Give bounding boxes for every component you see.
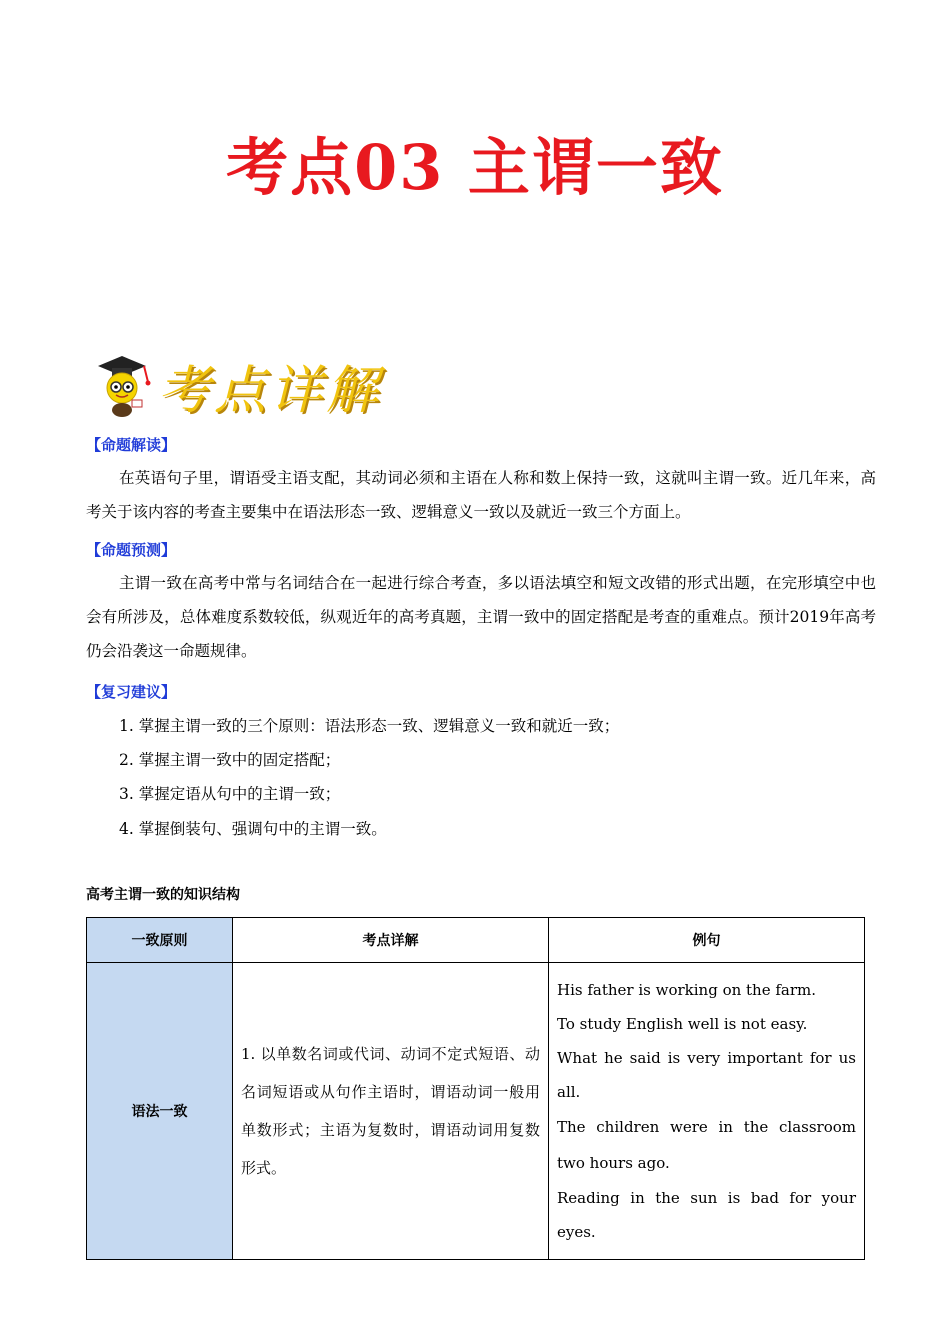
column-header-principle: 一致原则 bbox=[87, 918, 233, 963]
section-heading-interpretation: 【命题解读】 bbox=[86, 436, 177, 454]
section-heading-prediction: 【命题预测】 bbox=[86, 541, 177, 559]
table-header-row bbox=[87, 918, 865, 963]
advice-item: 2. 掌握主谓一致中的固定搭配； bbox=[119, 751, 341, 769]
advice-item: 3. 掌握定语从句中的主谓一致； bbox=[119, 785, 341, 803]
example-sentence: To study English well is not easy. bbox=[557, 1015, 808, 1033]
section-banner bbox=[92, 350, 382, 420]
banner-title: 考点详解 bbox=[158, 360, 383, 421]
example-sentence: The children were in the classroom two hours ago. bbox=[557, 1118, 856, 1172]
column-header-detail: 考点详解 bbox=[233, 918, 549, 963]
table-caption: 高考主谓一致的知识结构 bbox=[86, 887, 240, 903]
section-heading-advice: 【复习建议】 bbox=[86, 683, 177, 701]
detail-cell: 1. 以单数名词或代词、动词不定式短语、动名词短语或从句作主语时，谓语动词一般用单数形式；主语为复数时，谓语动词用复数形式。 bbox=[233, 963, 549, 1260]
section-paragraph-interpretation: 在英语句子里，谓语受主语支配，其动词必须和主语在人称和数上保持一致，这就叫主谓一致。近几年来，高考关于该内容的考查主要集中在语法形态一致、逻辑意义一致以及就近一致三个方面上。 bbox=[86, 469, 876, 521]
table-row bbox=[87, 963, 865, 1260]
examples-cell bbox=[549, 963, 865, 1260]
scholar-mascot-icon bbox=[92, 352, 152, 418]
example-sentence: Reading in the sun is bad for your eyes. bbox=[557, 1189, 856, 1241]
advice-item: 4. 掌握倒装句、强调句中的主谓一致。 bbox=[119, 820, 387, 838]
column-header-example: 例句 bbox=[549, 918, 865, 963]
principle-cell: 语法一致 bbox=[87, 963, 233, 1260]
section-paragraph-prediction: 主谓一致在高考中常与名词结合在一起进行综合考查，多以语法填空和短文改错的形式出题，在完形填空中也会有所涉及，总体难度系数较低，纵观近年的高考真题，主谓一致中的固定搭配是考查的重难点。预计2019年高考仍会沿袭这一命题规律。 bbox=[86, 574, 876, 660]
example-sentence: What he said is very important for us all. bbox=[557, 1049, 856, 1101]
example-sentence: His father is working on the farm. bbox=[557, 981, 817, 999]
page-title: 考点03 主谓一致 bbox=[226, 131, 724, 204]
knowledge-table bbox=[86, 917, 865, 1260]
advice-item: 1. 掌握主谓一致的三个原则：语法形态一致、逻辑意义一致和就近一致； bbox=[119, 717, 620, 735]
